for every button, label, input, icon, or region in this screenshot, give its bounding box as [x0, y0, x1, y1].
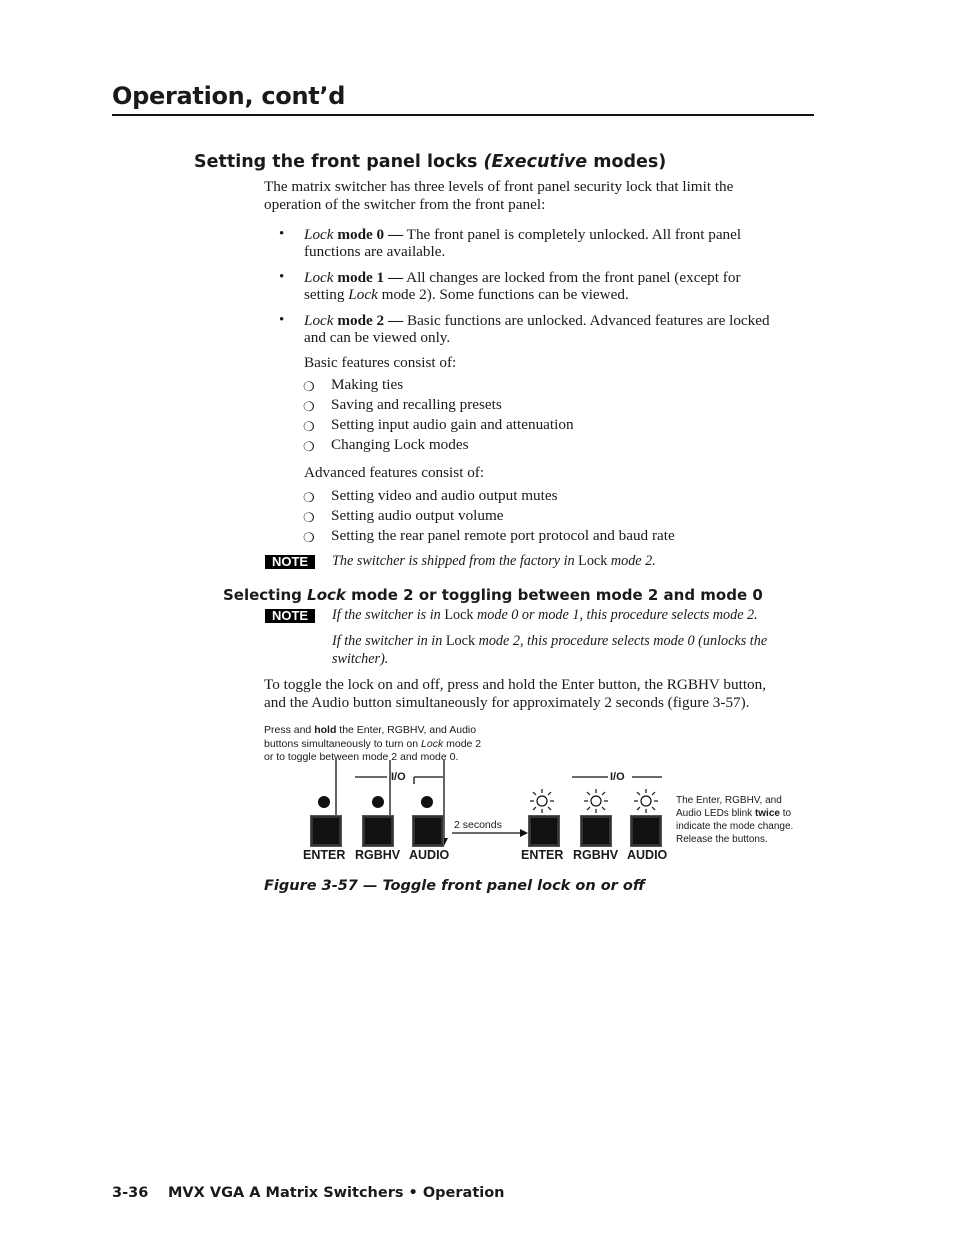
toggle-paragraph	[264, 676, 766, 711]
bullet-2-line2-italic: Lock	[348, 286, 378, 303]
bullet-1-italic: Lock	[304, 226, 334, 243]
bullet-3-line2: and can be viewed only.	[304, 329, 451, 346]
note-factory-plain: Lock	[578, 553, 608, 569]
io-label-left: I/O	[391, 771, 406, 783]
toggle-line-2: and the Audio button simultaneously for approximately 2 seconds (figure 3-57).	[264, 693, 750, 711]
section-heading-italic: (Executive	[483, 152, 588, 172]
subsection-heading-pre: Selecting	[223, 586, 308, 604]
page-header-title: Operation, cont’d	[112, 82, 346, 110]
right-note-l4: Release the buttons.	[676, 834, 768, 845]
subsection-heading-post: mode 2 or toggling between mode 2 and mode 0	[345, 586, 763, 604]
figure-caption: Figure 3-57 — Toggle front panel lock on or off	[264, 878, 645, 894]
subsection-heading-italic: Lock	[307, 586, 346, 604]
subsection-heading	[223, 586, 763, 604]
intro-paragraph	[264, 178, 733, 213]
circle-bullet: ❍	[303, 379, 315, 394]
page-number: 3-36	[112, 1185, 149, 1201]
note-factory	[332, 553, 656, 571]
circle-bullet: ❍	[303, 439, 315, 454]
enter-label-after: ENTER	[521, 848, 564, 862]
rgbhv-label: RGBHV	[355, 848, 401, 862]
page-footer	[112, 1185, 505, 1201]
advanced-item: Setting video and audio output mutes	[331, 487, 558, 504]
section-heading-pre: Setting the front panel locks	[194, 152, 484, 172]
bullet-3-line1: Basic functions are unlocked. Advanced features are locked	[403, 312, 770, 329]
note-badge: NOTE	[265, 555, 315, 569]
bullet-lock-mode-2	[304, 312, 770, 346]
basic-item: Saving and recalling presets	[331, 396, 502, 413]
header-rule	[112, 114, 814, 116]
note-factory-post: mode 2.	[607, 553, 656, 569]
bullet-3-italic: Lock	[304, 312, 334, 329]
figure-right-note	[676, 794, 793, 846]
circle-bullet: ❍	[303, 490, 315, 505]
rgbhv-label-after: RGBHV	[573, 848, 619, 862]
bullet-1-bold: mode 0 —	[333, 226, 404, 243]
enter-led	[318, 796, 330, 808]
audio-led-blink-icon	[634, 789, 658, 813]
rgbhv-led	[372, 796, 384, 808]
basic-item: Making ties	[331, 376, 404, 393]
audio-button	[412, 815, 444, 847]
advanced-features-label: Advanced features consist of:	[304, 464, 485, 481]
advanced-item: Setting the rear panel remote port protocol and baud rate	[331, 527, 675, 544]
right-note-l1: The Enter, RGBHV, and	[676, 795, 782, 806]
left-note-l1-pre: Press and	[264, 724, 315, 736]
bullet-1-line1: The front panel is completely unlocked. All front panel	[403, 226, 742, 243]
right-note-l2-bold: twice	[754, 808, 780, 819]
footer-title: MVX VGA A Matrix Switchers • Operation	[168, 1185, 505, 1201]
basic-item: Setting input audio gain and attenuation	[331, 416, 574, 433]
toggle-line-1: To toggle the lock on and off, press and hold the Enter button, the RGBHV button,	[264, 676, 767, 693]
audio-label-after: AUDIO	[627, 848, 668, 862]
section-heading-post: modes)	[587, 152, 667, 172]
rgbhv-led-blink-icon	[584, 789, 608, 813]
circle-bullet: ❍	[303, 510, 315, 525]
note-p2-post: mode 2, this procedure selects mode 0 (unlocks the	[475, 633, 768, 649]
note-p2-pre: If the switcher in in	[332, 633, 446, 649]
circle-bullet: ❍	[303, 419, 315, 434]
enter-label: ENTER	[303, 848, 346, 862]
rgbhv-button-after	[580, 815, 612, 847]
enter-button	[310, 815, 342, 847]
basic-item: Changing Lock modes	[331, 436, 469, 453]
io-label-right: I/O	[610, 771, 625, 783]
section-heading	[194, 152, 666, 172]
enter-button-after	[528, 815, 560, 847]
bullet-3-bold: mode 2 —	[333, 312, 404, 329]
circle-bullet: ❍	[303, 399, 315, 414]
note-factory-pre: The switcher is shipped from the factory in	[332, 553, 579, 569]
audio-label: AUDIO	[409, 848, 450, 862]
intro-line-1: The matrix switcher has three levels of front panel security lock that limit the	[264, 178, 734, 195]
advanced-item: Setting audio output volume	[331, 507, 504, 524]
two-seconds-label: 2 seconds	[454, 819, 502, 831]
note-badge: NOTE	[265, 609, 315, 623]
note-p1-plain: Lock	[444, 607, 474, 623]
bullet-lock-mode-0	[304, 226, 741, 260]
bullet-2-line1: All changes are locked from the front panel (except for	[403, 269, 741, 286]
note-procedure-2	[332, 633, 767, 668]
note-p1-pre: If the switcher is in	[332, 607, 445, 623]
bullet-1-line2: functions are available.	[304, 243, 446, 260]
bullet-2-line2-pre: setting	[304, 286, 349, 303]
figure-left-note	[264, 724, 481, 765]
left-note-l3: or to toggle between mode 2 and mode 0.	[264, 751, 459, 763]
note-p2-plain: Lock	[445, 633, 476, 649]
bullet-2-bold: mode 1 —	[333, 269, 404, 286]
circle-bullet: ❍	[303, 530, 315, 545]
audio-button-after	[630, 815, 662, 847]
audio-led	[421, 796, 433, 808]
right-note-l2-pre: Audio LEDs blink	[676, 808, 755, 819]
bullet-2-italic: Lock	[304, 269, 334, 286]
left-note-l2-pre: buttons simultaneously to turn on	[264, 737, 422, 750]
right-note-l2-post: to	[779, 808, 792, 819]
right-note-l3: indicate the mode change.	[676, 821, 794, 832]
bullet-2-line2-post: mode 2). Some functions can be viewed.	[377, 286, 629, 303]
enter-led-blink-icon	[530, 789, 554, 813]
left-note-l1-bold: hold	[314, 724, 337, 736]
left-note-l2-italic: Lock	[421, 737, 444, 750]
intro-line-2: operation of the switcher from the front panel:	[264, 195, 546, 213]
bullet-dot: •	[279, 226, 285, 242]
note-procedure-1	[332, 607, 758, 625]
bullet-dot: •	[279, 312, 285, 328]
left-note-l1-post: the Enter, RGBHV, and Audio	[336, 724, 477, 736]
note-p1-post: mode 0 or mode 1, this procedure selects mode 2.	[473, 607, 758, 623]
rgbhv-button	[362, 815, 394, 847]
note-p2-line2: switcher).	[332, 650, 389, 667]
left-note-l2-post: mode 2	[443, 737, 482, 750]
bullet-dot: •	[279, 269, 285, 285]
basic-features-label: Basic features consist of:	[304, 354, 457, 371]
bullet-lock-mode-1	[304, 269, 741, 303]
